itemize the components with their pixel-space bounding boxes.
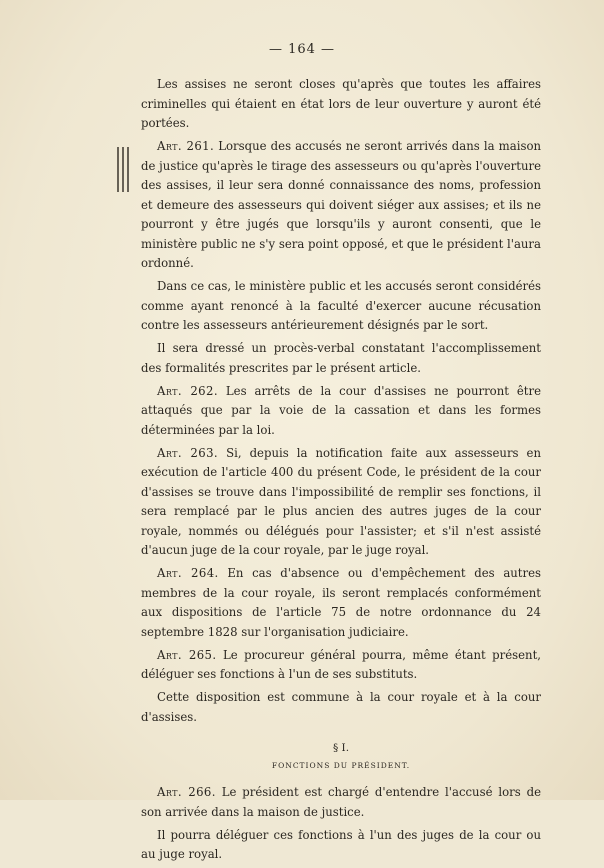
margin-mark [122,147,124,192]
paragraph: Il pourra déléguer ces fonctions à l'un des juges de la cour ou au juge royal. [141,827,541,861]
article-261: Art. 261. Lorsque des accusés ne seront arrivés dans la maison de justice qu'après le tirage des assesseurs ou qu'après l'ouverture des assises, il leur sera donné connaissance des noms, profession et demeure des assesseurs qui doivent siéger aux assises; et ils ne pourront y être jugés que lorsqu'ils y auront consenti, que le ministère public ne s'y sera point opposé, et que le président l'aura ordonné. [141,139,542,270]
paragraph: Cette disposition est commune à la cour royale et à la cour d'assises. [141,690,541,724]
paragraph: Dans ce cas, le ministère public et les accusés seront considérés comme ayant renoncé à la faculté d'exercer aucune récusation contre les assesseurs antérieurement désignés par le sort. [141,279,541,332]
article-263: Art. 263. Si, depuis la notification faite aux assesseurs en exécution de l'article 400 du présent Code, le président de la cour d'assises se trouve dans l'impossibilité de remplir ses fonctions, il sera remplacé par le plus ancien des autres juges de la cour royale, nommés ou délégués pour l'assister; et s'il n'est assisté d'aucun juge de la cour royale, par le juge royal. [141,445,542,557]
page-number: — 164 — [268,42,336,57]
text-body [141,75,541,868]
margin-mark [117,147,119,192]
paragraph: Il sera dressé un procès-verbal constatant l'accomplissement des formalités prescrites par le présent article. [141,341,541,375]
article-266: Art. 266. Le président est chargé d'entendre l'accusé lors de son arrivée dans la maison de justice. [141,785,541,819]
section-number: § I. [332,742,350,754]
article-265: Art. 265. Le procureur général pourra, même étant présent, déléguer ses fonctions à l'un de ses substituts. [141,647,541,681]
paragraph: Les assises ne seront closes qu'après que toutes les affaires criminelles qui étaient en état lors de leur ouverture y auront été portées. [141,77,541,130]
section-title: FONCTIONS DU PRÉSIDENT. [271,761,411,770]
article-262: Art. 262. Les arrêts de la cour d'assises ne pourront être attaqués que par la voie de la cassation et dans les formes déterminées par la loi. [141,383,541,437]
margin-mark [127,147,129,192]
article-264: Art. 264. En cas d'absence ou d'empêchement des autres membres de la cour royale, ils seront remplacés conformément aux dispositions de l'article 75 de notre ordonnance du 24 septembre 1828 sur l'organisation judiciaire. [141,566,542,639]
